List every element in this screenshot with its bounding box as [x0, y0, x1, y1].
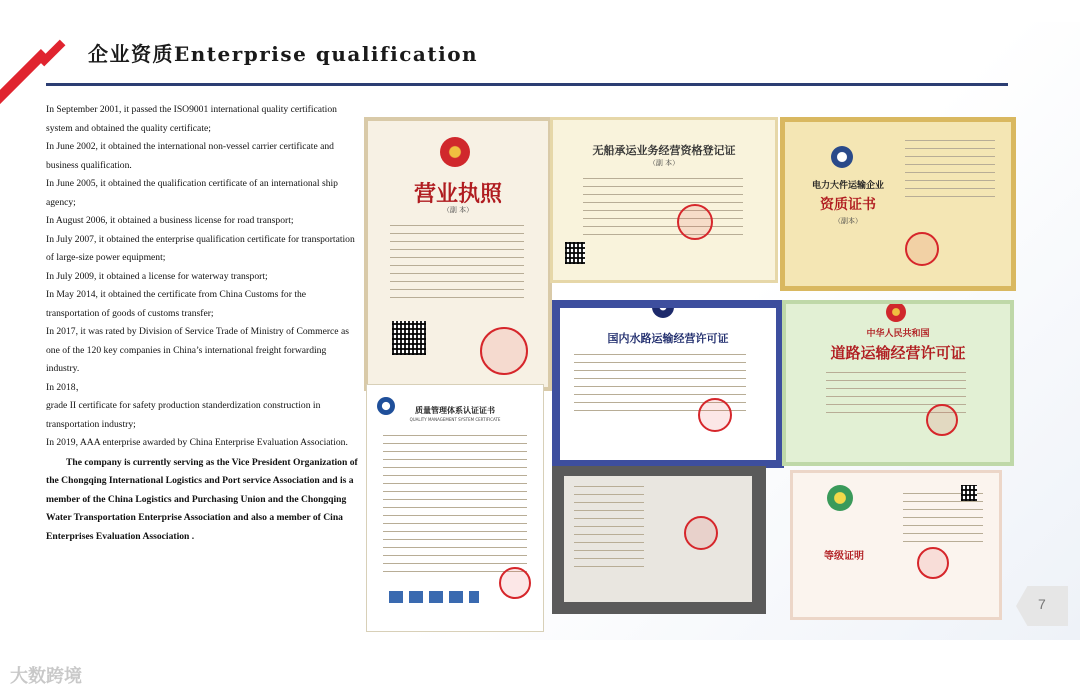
paragraph: In 2018，	[46, 381, 86, 393]
certificate-text-lines	[383, 435, 527, 579]
certificate-title: 质量管理体系认证证书	[415, 406, 495, 415]
paragraph: In 2017, it was rated by Division of Service Trade of Ministry of Commerce as one of the 120 key companies in China’s international freight forwarding industry.	[46, 326, 349, 374]
official-seal-icon	[684, 516, 718, 550]
paragraph: In June 2005, it obtained the qualification certificate of an international ship agency;	[46, 178, 338, 208]
certificate-title-line1: 中华人民共和国	[866, 329, 930, 339]
certificate-paper	[564, 476, 752, 602]
certificate-title: 国内水路运输经营许可证	[607, 332, 729, 345]
safety-grade-certificate	[790, 470, 1002, 620]
certificate-subtitle: QUALITY MANAGEMENT SYSTEM CERTIFICATE	[409, 417, 501, 422]
paragraph: In September 2001, it passed the ISO9001 international quality certification system and obtained the quality certificate;	[46, 104, 337, 134]
safety-logo-icon	[827, 485, 853, 511]
road-transport-license-certificate	[782, 300, 1014, 466]
nvocc-certificate	[550, 117, 778, 283]
page-title: 企业资质Enterprise qualification	[88, 42, 479, 66]
certificate-title: 无船承运业务经营资格登记证	[592, 144, 736, 157]
certificate-text-lines	[390, 225, 524, 305]
certificate-text-lines	[574, 486, 644, 574]
qr-code-icon	[961, 485, 977, 501]
certificate-text-lines	[583, 178, 743, 242]
qr-code-icon	[565, 242, 585, 264]
page-number: 7	[1038, 596, 1046, 612]
accreditation-logos	[389, 591, 479, 603]
official-seal-icon	[677, 204, 713, 240]
waterway-license-certificate	[552, 300, 784, 468]
paragraph: In May 2014, it obtained the certificate from China Customs for the transportation of goods of customs transfer;	[46, 289, 307, 319]
paragraph: grade II certificate for safety production standerdization construction in transportation industry;	[46, 400, 321, 430]
watermark-logo: 大数跨境	[10, 666, 82, 687]
certificate-title-line1: 电力大件运输企业	[811, 181, 884, 191]
national-emblem-icon	[440, 137, 470, 167]
certificate-title-line2: 资质证书	[820, 197, 876, 213]
official-seal-icon	[480, 327, 528, 375]
paragraph: In July 2007, it obtained the enterprise qualification certificate for transportation of large-size power equipment;	[46, 233, 355, 263]
qr-code-icon	[392, 321, 426, 355]
certificate-title-line2: 道路运输经营许可证	[830, 344, 966, 362]
quality-system-certificate	[366, 384, 544, 632]
official-seal-icon	[905, 232, 939, 266]
business-license-certificate	[364, 117, 552, 391]
paragraph: In July 2009, it obtained a license for waterway transport;	[46, 270, 268, 282]
certificate-title: 等级证明	[824, 551, 864, 562]
certificate-subtitle: （副 本）	[648, 159, 680, 167]
official-seal-icon	[698, 398, 732, 432]
national-emblem-icon	[886, 302, 906, 322]
certificate-title: 营业执照	[413, 182, 502, 207]
paragraph: In 2019, AAA enterprise awarded by China Enterprise Evaluation Association.	[46, 437, 348, 448]
official-seal-icon	[499, 567, 531, 599]
certificate-subtitle: （副本）	[834, 217, 862, 225]
title-divider	[46, 83, 1008, 86]
official-seal-icon	[917, 547, 949, 579]
certificate-text-lines	[903, 493, 983, 549]
qualification-text	[46, 101, 358, 546]
official-seal-icon	[926, 404, 958, 436]
closing-paragraph: The company is currently serving as the Vice President Organization of the Chongqing International Logistics and Port service Association and is a member of the China Logistics and Purchasing Union and the Chongqing Water Transportation Enterprise Association and also a member of Cina Enterprises Evaluation Association .	[46, 456, 358, 542]
paragraph: In August 2006, it obtained a business license for road transport;	[46, 215, 294, 226]
emblem-icon	[831, 146, 853, 168]
power-transport-certificate	[780, 117, 1016, 291]
customs-certificate-photo	[552, 466, 766, 614]
badge-icon	[652, 300, 674, 318]
certificate-subtitle: （副 本）	[442, 206, 474, 214]
paragraph: In June 2002, it obtained the international non-vessel carrier certificate and business qualification.	[46, 141, 334, 171]
certificate-text-lines	[905, 140, 995, 204]
